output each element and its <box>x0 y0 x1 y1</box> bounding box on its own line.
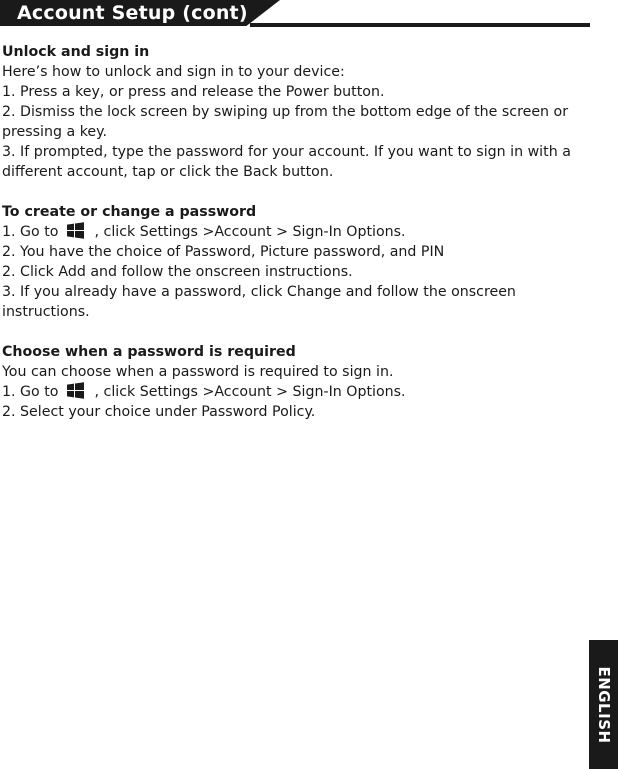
section-intro: You can choose when a password is required to sign in. <box>2 364 394 380</box>
section-required <box>2 342 592 422</box>
header-rule <box>250 23 590 27</box>
section-password <box>2 202 592 322</box>
list-item: 1. Press a key, or press and release the Power button. <box>2 84 385 100</box>
step-prefix: 1. Go to <box>2 224 59 240</box>
list-item <box>2 222 592 242</box>
page-title: Account Setup (cont) <box>17 2 248 24</box>
list-item: 2. You have the choice of Password, Picture password, and PIN <box>2 244 445 260</box>
list-item <box>2 382 592 402</box>
windows-logo-icon <box>67 222 84 239</box>
section-heading: To create or change a password <box>2 204 257 220</box>
list-item: 3. If prompted, type the password for your account. If you want to sign in with a different account, tap or click the Back button. <box>2 144 571 180</box>
page-header <box>0 0 590 28</box>
step-suffix: , click Settings >Account > Sign-In Options. <box>94 224 406 240</box>
list-item: 3. If you already have a password, click Change and follow the onscreen instructions. <box>2 284 516 320</box>
language-label: ENGLISH <box>594 665 613 744</box>
list-item: 2. Click Add and follow the onscreen instructions. <box>2 264 353 280</box>
windows-logo-icon <box>67 382 84 399</box>
step-prefix: 1. Go to <box>2 384 59 400</box>
page-content <box>2 42 592 422</box>
language-tab <box>589 640 618 769</box>
list-item: 2. Dismiss the lock screen by swiping up from the bottom edge of the screen or pressing a key. <box>2 104 569 140</box>
section-intro: Here’s how to unlock and sign in to your device: <box>2 64 345 80</box>
list-item: 2. Select your choice under Password Policy. <box>2 404 316 420</box>
section-unlock <box>2 42 592 182</box>
step-suffix: , click Settings >Account > Sign-In Options. <box>94 384 406 400</box>
section-heading: Choose when a password is required <box>2 344 296 360</box>
section-heading: Unlock and sign in <box>2 44 150 60</box>
